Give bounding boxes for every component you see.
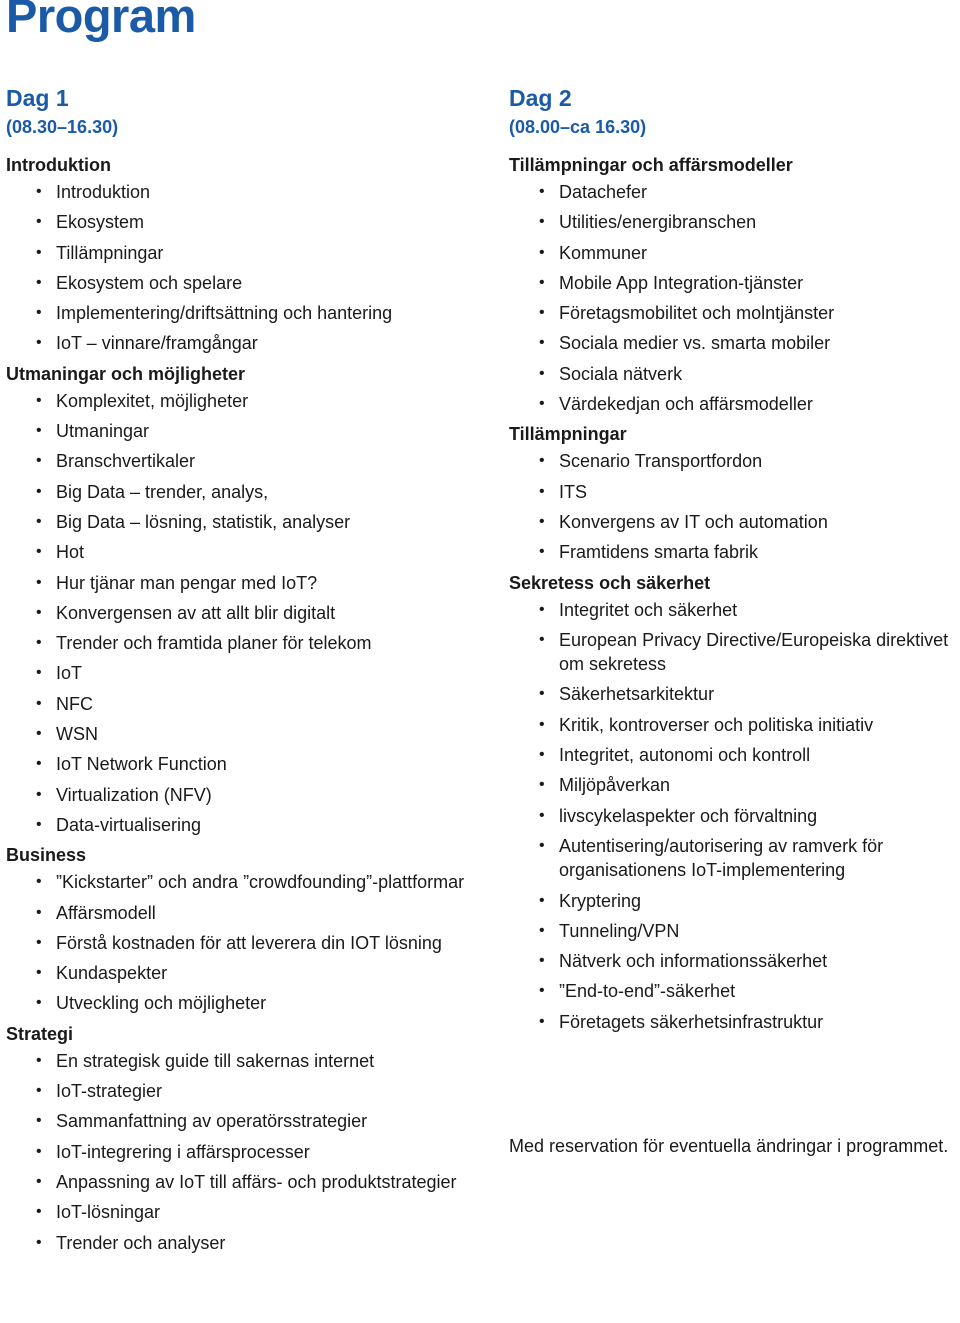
list-item-text: ”End-to-end”-säkerhet	[559, 981, 736, 1002]
list-item-text: Integritet och säkerhet	[559, 599, 738, 620]
bullet-icon: •	[539, 1012, 545, 1030]
list-item	[6, 480, 506, 504]
list-item-text: Företagets säkerhetsinfrastruktur	[559, 1011, 824, 1032]
bullet-icon: •	[36, 452, 42, 470]
list-item	[509, 834, 960, 883]
list-item	[6, 991, 506, 1015]
bullet-icon: •	[36, 1082, 42, 1100]
bullet-icon: •	[539, 600, 545, 618]
day-title: Dag 1	[6, 85, 69, 111]
list-item	[6, 1049, 506, 1073]
bullet-icon: •	[36, 964, 42, 982]
list-item-text: IoT-lösningar	[56, 1202, 161, 1223]
list-item	[6, 1200, 506, 1224]
list-item-text: Sammanfattning av operatörsstrategier	[56, 1111, 368, 1132]
bullet-icon: •	[539, 243, 545, 261]
list-item	[6, 210, 506, 234]
list-item	[509, 1010, 960, 1034]
list-item	[6, 1140, 506, 1164]
list-item	[6, 961, 506, 985]
list-item-text: European Privacy Directive/Europeiska direktivet om sekretess	[559, 629, 949, 675]
bullet-icon: •	[539, 806, 545, 824]
bullet-icon: •	[36, 1233, 42, 1251]
list-item-text: IoT – vinnare/framgångar	[56, 333, 258, 354]
list-item	[509, 919, 960, 943]
list-item	[6, 180, 506, 204]
bullet-icon: •	[36, 273, 42, 291]
list-item-text: Datachefer	[559, 182, 648, 202]
bullet-icon: •	[36, 243, 42, 261]
bullet-icon: •	[36, 1172, 42, 1190]
list-item-text: Kritik, kontroverser och politiska initiativ	[559, 714, 874, 735]
bullet-icon: •	[36, 304, 42, 322]
list-item-text: Affärsmodell	[56, 902, 156, 923]
list-item	[6, 449, 506, 473]
list-item-text: Värdekedjan och affärsmodeller	[559, 394, 813, 415]
section-title: Utmaningar och möjligheter	[6, 363, 246, 384]
bullet-icon: •	[36, 1051, 42, 1069]
list-item	[509, 510, 960, 534]
list-item-text: Mobile App Integration-tjänster	[559, 272, 804, 293]
list-item-text: Scenario Transportfordon	[559, 451, 763, 472]
page-title: Program	[6, 0, 196, 42]
list-item	[6, 931, 506, 955]
list-item-text: Förstå kostnaden för att leverera din IOT lösning	[56, 932, 442, 953]
list-item	[6, 540, 506, 564]
list-item-text: Introduktion	[56, 182, 151, 202]
list-item-text: IoT-strategier	[56, 1081, 163, 1102]
bullet-icon: •	[36, 391, 42, 409]
bullet-icon: •	[36, 664, 42, 682]
bullet-icon: •	[36, 755, 42, 773]
list-item-text: Big Data – lösning, statistik, analyser	[56, 511, 351, 532]
bullet-icon: •	[539, 630, 545, 648]
list-item-text: ITS	[559, 481, 588, 502]
list-item-text: WSN	[56, 724, 98, 745]
list-item-text: Framtidens smarta fabrik	[559, 542, 759, 563]
bullet-icon: •	[36, 543, 42, 561]
list-item	[6, 331, 506, 355]
list-item	[509, 362, 960, 386]
list-item	[6, 271, 506, 295]
bullet-icon: •	[36, 512, 42, 530]
bullet-icon: •	[539, 543, 545, 561]
bullet-icon: •	[36, 694, 42, 712]
list-item-text: Miljöpåverkan	[559, 775, 671, 796]
bullet-icon: •	[539, 952, 545, 970]
list-item-text: NFC	[56, 693, 93, 714]
list-item-text: Trender och framtida planer för telekom	[56, 633, 372, 654]
day-1-column	[6, 82, 506, 1261]
list-item-text: Implementering/driftsättning och hantering	[56, 303, 393, 324]
list-item	[6, 571, 506, 595]
list-item	[509, 889, 960, 913]
section-title: Business	[6, 845, 87, 866]
list-item-text: IoT Network Function	[56, 754, 227, 775]
bullet-icon: •	[36, 933, 42, 951]
list-item-text: Branschvertikaler	[56, 451, 196, 472]
bullet-icon: •	[36, 873, 42, 891]
bullet-icon: •	[36, 785, 42, 803]
list-item-text: Sociala medier vs. smarta mobiler	[559, 333, 831, 354]
bullet-icon: •	[36, 334, 42, 352]
bullet-icon: •	[36, 603, 42, 621]
list-item-text: Data-virtualisering	[56, 814, 202, 835]
list-item-text: Utilities/energibranschen	[559, 212, 757, 233]
list-item	[509, 210, 960, 234]
day-time: (08.00–ca 16.30)	[509, 117, 647, 137]
section-title: Introduktion	[6, 155, 111, 175]
bullet-list	[509, 449, 960, 564]
bullet-list	[509, 180, 960, 416]
bullet-icon: •	[36, 994, 42, 1012]
section-title: Tillämpningar	[509, 424, 627, 445]
list-item-text: Virtualization (NFV)	[56, 784, 212, 805]
bullet-icon: •	[36, 725, 42, 743]
day-title: Dag 2	[509, 85, 572, 111]
bullet-icon: •	[539, 512, 545, 530]
bullet-icon: •	[539, 334, 545, 352]
list-item	[509, 743, 960, 767]
bullet-list	[6, 389, 506, 837]
bullet-icon: •	[36, 573, 42, 591]
list-item-text: Hot	[56, 542, 85, 563]
list-item	[509, 773, 960, 797]
list-item	[509, 540, 960, 564]
reservation-note: Med reservation för eventuella ändringar i programmet.	[509, 1136, 949, 1156]
list-item	[509, 949, 960, 973]
list-item	[6, 692, 506, 716]
list-item-text: Hur tjänar man pengar med IoT?	[56, 572, 318, 593]
list-item-text: Autentisering/autorisering av ramverk för organisationens IoT-implementering	[559, 835, 884, 881]
bullet-icon: •	[539, 921, 545, 939]
list-item	[6, 722, 506, 746]
bullet-icon: •	[539, 273, 545, 291]
list-item	[6, 1079, 506, 1103]
list-item-text: Tillämpningar	[56, 242, 164, 263]
bullet-icon: •	[539, 395, 545, 413]
bullet-icon: •	[36, 1203, 42, 1221]
list-item	[6, 631, 506, 655]
bullet-list	[6, 180, 506, 356]
list-item	[6, 241, 506, 265]
list-item	[509, 628, 960, 677]
bullet-icon: •	[539, 213, 545, 231]
list-item-text: Komplexitet, möjligheter	[56, 390, 249, 411]
list-item-text: Anpassning av IoT till affärs- och produktstrategier	[56, 1171, 457, 1192]
list-item-text: Kommuner	[559, 242, 648, 263]
bullet-icon: •	[539, 364, 545, 382]
list-item	[6, 870, 506, 894]
list-item-text: Säkerhetsarkitektur	[559, 684, 715, 705]
bullet-list	[509, 598, 960, 1034]
day-2-column	[509, 82, 960, 1040]
list-item-text: Konvergens av IT och automation	[559, 511, 828, 532]
bullet-icon: •	[539, 746, 545, 764]
list-item-text: livscykelaspekter och förvaltning	[559, 805, 818, 826]
list-item-text: Kundaspekter	[56, 963, 168, 984]
bullet-icon: •	[36, 634, 42, 652]
bullet-icon: •	[539, 452, 545, 470]
list-item-text: Konvergensen av att allt blir digitalt	[56, 602, 336, 623]
bullet-icon: •	[36, 1142, 42, 1160]
bullet-icon: •	[539, 982, 545, 1000]
list-item	[6, 510, 506, 534]
list-item	[509, 301, 960, 325]
list-item	[6, 601, 506, 625]
list-item	[6, 813, 506, 837]
section-title: Strategi	[6, 1023, 74, 1044]
list-item-text: Kryptering	[559, 890, 642, 911]
list-item-text: Integritet, autonomi och kontroll	[559, 745, 811, 766]
list-item	[509, 713, 960, 737]
list-item	[6, 752, 506, 776]
bullet-list	[6, 870, 506, 1015]
list-item	[6, 1231, 506, 1255]
list-item-text: Sociala nätverk	[559, 363, 683, 384]
bullet-icon: •	[539, 685, 545, 703]
list-item	[509, 480, 960, 504]
bullet-icon: •	[36, 183, 42, 200]
bullet-icon: •	[36, 213, 42, 231]
list-item	[509, 392, 960, 416]
list-item	[6, 783, 506, 807]
list-item	[509, 682, 960, 706]
bullet-icon: •	[539, 891, 545, 909]
bullet-icon: •	[539, 836, 545, 854]
list-item	[6, 419, 506, 443]
list-item-text: Ekosystem och spelare	[56, 272, 243, 293]
bullet-icon: •	[36, 815, 42, 833]
section-title: Sekretess och säkerhet	[509, 572, 711, 593]
bullet-icon: •	[36, 422, 42, 440]
list-item	[6, 301, 506, 325]
list-item-text: IoT	[56, 663, 83, 684]
list-item	[509, 241, 960, 265]
bullet-icon: •	[36, 1112, 42, 1130]
list-item-text: Big Data – trender, analys,	[56, 481, 269, 502]
bullet-icon: •	[36, 482, 42, 500]
day-time: (08.30–16.30)	[6, 117, 119, 137]
list-item-text: Företagsmobilitet och molntjänster	[559, 303, 835, 324]
bullet-list	[6, 1049, 506, 1255]
list-item-text: Utmaningar	[56, 421, 150, 442]
list-item-text: En strategisk guide till sakernas internet	[56, 1050, 375, 1071]
list-item	[509, 979, 960, 1003]
list-item	[6, 1170, 506, 1194]
bullet-icon: •	[539, 183, 545, 200]
section-title: Tillämpningar och affärsmodeller	[509, 155, 793, 175]
list-item-text: Trender och analyser	[56, 1232, 226, 1253]
list-item-text: Ekosystem	[56, 212, 145, 233]
bullet-icon: •	[539, 776, 545, 794]
list-item-text: Tunneling/VPN	[559, 920, 680, 941]
list-item	[509, 598, 960, 622]
list-item-text: Utveckling och möjligheter	[56, 993, 267, 1014]
list-item	[6, 389, 506, 413]
list-item	[509, 271, 960, 295]
list-item	[6, 901, 506, 925]
list-item-text: Nätverk och informationssäkerhet	[559, 951, 828, 972]
list-item	[509, 331, 960, 355]
list-item	[6, 1109, 506, 1133]
bullet-icon: •	[539, 304, 545, 322]
list-item	[509, 449, 960, 473]
list-item	[509, 180, 960, 204]
list-item	[509, 804, 960, 828]
list-item	[6, 661, 506, 685]
list-item-text: ”Kickstarter” och andra ”crowdfounding”-plattformar	[56, 872, 465, 893]
list-item-text: IoT-integrering i affärsprocesser	[56, 1141, 310, 1162]
bullet-icon: •	[539, 715, 545, 733]
bullet-icon: •	[539, 482, 545, 500]
bullet-icon: •	[36, 903, 42, 921]
